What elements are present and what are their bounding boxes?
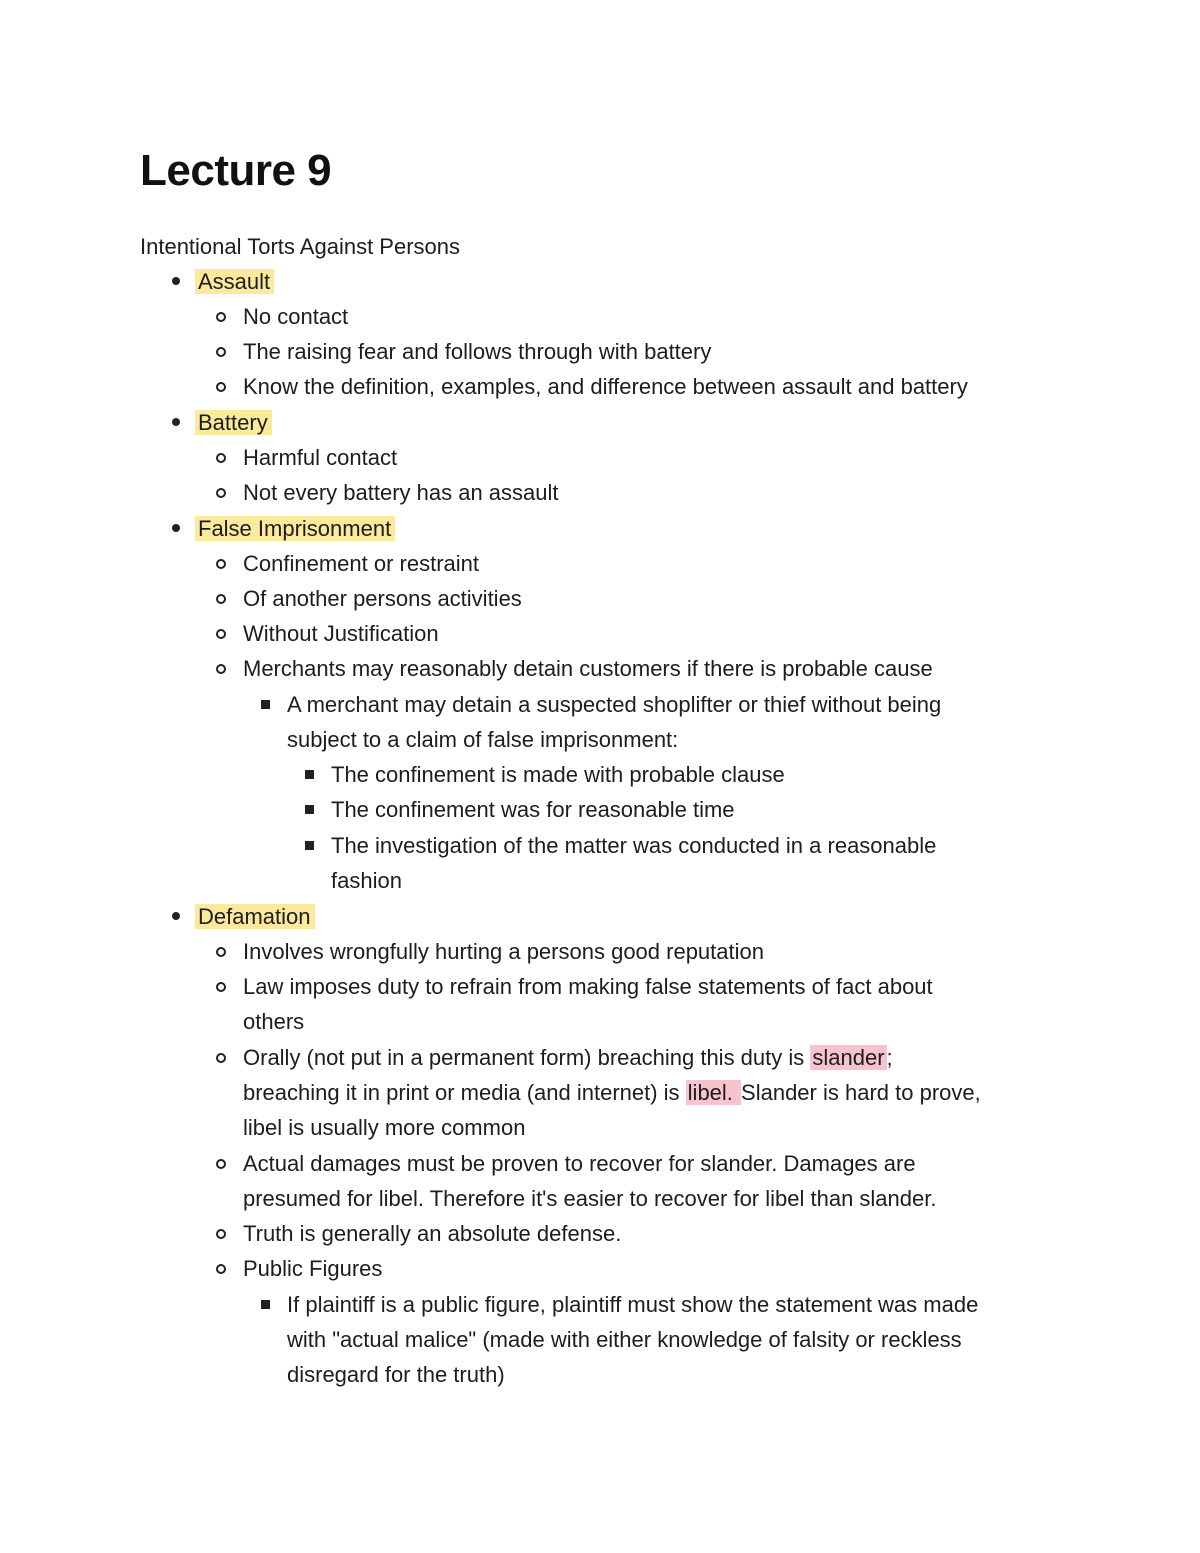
list-item-continuation: others	[243, 1009, 305, 1034]
bullet-circle-icon	[216, 629, 226, 639]
bullet-circle-icon	[216, 559, 226, 569]
list-item	[243, 1040, 893, 1075]
bullet-square-icon	[305, 770, 314, 779]
list-item: Merchants may reasonably detain customers if there is probable cause	[243, 656, 933, 681]
list-item: The confinement is made with probable clause	[331, 762, 785, 787]
highlight-battery: Battery	[195, 410, 272, 435]
list-item: The confinement was for reasonable time	[331, 797, 735, 822]
bullet-square-icon	[305, 841, 314, 850]
list-item-continuation: fashion	[331, 868, 402, 893]
list-item: Involves wrongfully hurting a persons good reputation	[243, 939, 764, 964]
list-item: Of another persons activities	[243, 586, 522, 611]
list-item-continuation	[243, 1075, 981, 1110]
highlight-libel: libel.	[687, 1080, 740, 1105]
bullet-circle-icon	[216, 1053, 226, 1063]
highlight-false-imprisonment: False Imprisonment	[195, 516, 395, 541]
bullet-dot-icon	[172, 277, 180, 285]
bullet-square-icon	[261, 700, 270, 709]
text-run: breaching it in print or media (and internet) is	[243, 1080, 686, 1105]
list-item: Know the definition, examples, and difference between assault and battery	[243, 374, 968, 399]
list-item: No contact	[243, 304, 349, 329]
bullet-square-icon	[261, 1300, 270, 1309]
highlight-defamation: Defamation	[195, 904, 315, 929]
list-item: Harmful contact	[243, 445, 398, 470]
highlight-slander: slander	[812, 1045, 885, 1070]
list-item-continuation: disregard for the truth)	[287, 1362, 505, 1387]
list-item: Truth is generally an absolute defense.	[243, 1221, 622, 1246]
bullet-dot-icon	[172, 524, 180, 532]
list-item: If plaintiff is a public figure, plaintiff must show the statement was made	[287, 1292, 979, 1317]
bullet-circle-icon	[216, 488, 226, 498]
section-heading: Intentional Torts Against Persons	[140, 234, 461, 259]
bullet-circle-icon	[216, 347, 226, 357]
bullet-circle-icon	[216, 982, 226, 992]
list-item: A merchant may detain a suspected shoplifter or thief without being	[287, 692, 942, 717]
bullet-dot-icon	[172, 912, 180, 920]
bullet-square-icon	[305, 805, 314, 814]
highlight-assault: Assault	[195, 269, 274, 294]
topic-false-imprisonment	[198, 511, 395, 546]
list-item-continuation: presumed for libel. Therefore it's easier to recover for libel than slander.	[243, 1186, 937, 1211]
text-run: ;	[886, 1045, 893, 1070]
list-item: Public Figures	[243, 1256, 383, 1281]
topic-assault	[198, 264, 274, 299]
bullet-circle-icon	[216, 1229, 226, 1239]
text-run: Orally (not put in a permanent form) breaching this duty is	[243, 1045, 811, 1070]
topic-battery	[198, 405, 272, 440]
list-item: Actual damages must be proven to recover for slander. Damages are	[243, 1151, 916, 1176]
list-item-continuation: with "actual malice" (made with either knowledge of falsity or reckless	[287, 1327, 962, 1352]
bullet-dot-icon	[172, 418, 180, 426]
list-item-continuation: subject to a claim of false imprisonment:	[287, 727, 679, 752]
list-item: The raising fear and follows through with battery	[243, 339, 712, 364]
list-item-continuation: libel is usually more common	[243, 1115, 526, 1140]
bullet-circle-icon	[216, 947, 226, 957]
bullet-circle-icon	[216, 594, 226, 604]
list-item: The investigation of the matter was conducted in a reasonable	[331, 833, 937, 858]
topic-defamation	[198, 899, 315, 934]
list-item: Without Justification	[243, 621, 439, 646]
bullet-circle-icon	[216, 382, 226, 392]
bullet-circle-icon	[216, 664, 226, 674]
bullet-circle-icon	[216, 312, 226, 322]
bullet-circle-icon	[216, 453, 226, 463]
list-item: Law imposes duty to refrain from making false statements of fact about	[243, 974, 933, 999]
bullet-circle-icon	[216, 1264, 226, 1274]
text-run: Slander is hard to prove,	[741, 1080, 981, 1105]
list-item: Confinement or restraint	[243, 551, 479, 576]
list-item: Not every battery has an assault	[243, 480, 559, 505]
bullet-circle-icon	[216, 1159, 226, 1169]
page-title: Lecture 9	[140, 146, 332, 195]
